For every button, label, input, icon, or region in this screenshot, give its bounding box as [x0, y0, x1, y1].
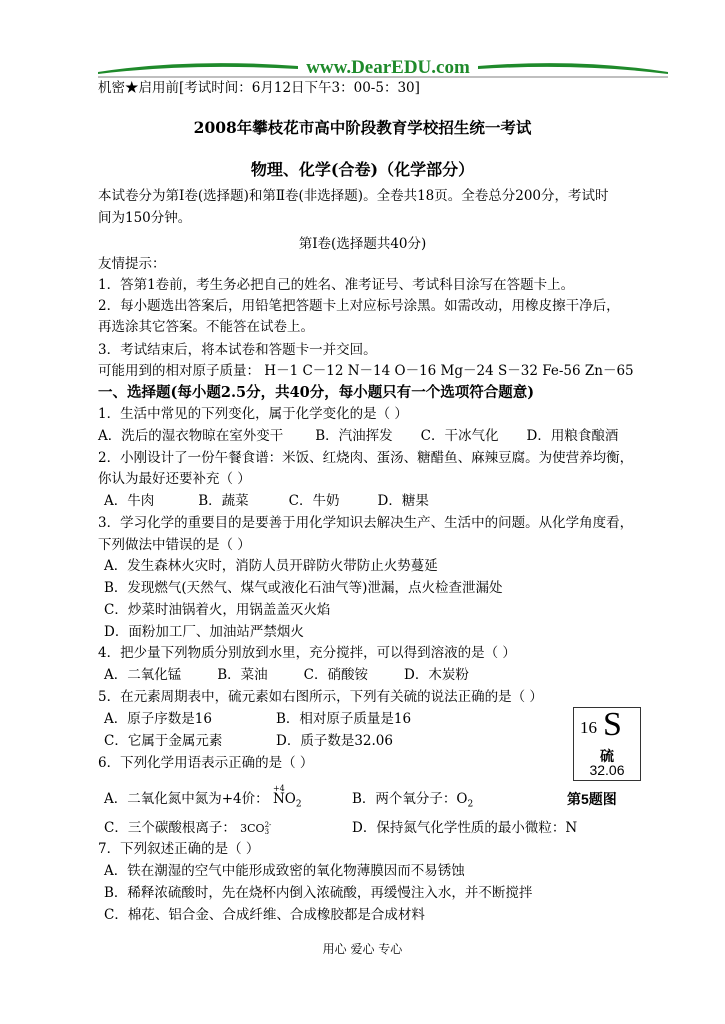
q6-option-a: A．二氧化氮中氮为+4价： +4 $NO_2$ [104, 784, 302, 810]
q5-option-c: C．它属于金属元素 [104, 733, 223, 749]
site-logo: www.DearEDU.com [306, 57, 470, 78]
q6-stem: 6．下列化学用语表示正确的是（ ） [98, 755, 314, 771]
q6-options-row1 [104, 784, 474, 815]
q1-stem: 1．生活中常见的下列变化，属于化学变化的是（ ） [98, 406, 408, 422]
site-banner [98, 50, 668, 80]
sulfur-element-card [573, 707, 641, 781]
q2-option-c: C．牛奶 [288, 493, 340, 509]
q6-options-row2 [104, 818, 577, 839]
q3-option-d: D．面粉加工厂、加油站严禁烟火 [104, 624, 304, 640]
q2-stem-2: 你认为最好还要补充（ ） [98, 471, 251, 487]
q3-option-a: A．发生森林火灾时，消防人员开辟防火带防止火势蔓延 [104, 558, 438, 574]
intro-line-1: 本试卷分为第Ⅰ卷(选择题)和第Ⅱ卷(非选择题)。全卷共18页。全卷总分200分，考试时 [98, 188, 609, 204]
tip-2: 2．每小题选出答案后，用铅笔把答题卡上对应标号涂黑。如需改动，用橡皮擦干净后， [98, 298, 620, 314]
banner-swoosh-right [478, 63, 668, 74]
page-footer: 用心 爱心 专心 [322, 942, 403, 956]
q7-option-a: A．铁在潮湿的空气中能形成致密的氧化物薄膜因而不易锈蚀 [104, 863, 465, 879]
element-symbol: S [603, 706, 622, 743]
q5-options-row1 [104, 709, 411, 729]
section-heading: 第Ⅰ卷(选择题共40分) [298, 236, 427, 252]
q6-option-b: B．两个氧分子：$O_2$ [352, 791, 474, 810]
q2-option-d: D．糖果 [377, 493, 429, 509]
carbonate-formula: 3CO 2- 3 [240, 821, 272, 836]
q5-option-a: A．原子序数是16 [104, 711, 212, 727]
nitrogen-dioxide-formula: +4 $NO_2$ [272, 784, 302, 810]
q3-stem-2: 下列做法中错误的是（ ） [98, 537, 251, 553]
q4-option-c: C．硝酸铵 [303, 667, 369, 683]
element-name: 硫 [600, 749, 614, 765]
q2-options [104, 491, 429, 511]
q2-option-a: A．牛肉 [104, 493, 155, 509]
q1-options [98, 426, 618, 446]
page-title: 2008年攀枝花市高中阶段教育学校招生统一考试 [193, 118, 532, 137]
q3-option-c: C．炒菜时油锅着火，用锅盖盖灭火焰 [104, 602, 331, 618]
confidential-note: 机密★启用前[考试时间：6月12日下午3：00-5：30] [98, 80, 420, 96]
q1-option-d: D．用粮食酿酒 [526, 428, 619, 444]
tips-label: 友情提示： [98, 256, 166, 272]
figure-caption: 第5题图 [567, 791, 617, 807]
element-number: 16 [580, 718, 597, 737]
q3-stem-1: 3．学习化学的重要目的是要善于用化学知识去解决生产、生活中的问题。从化学角度看， [98, 515, 634, 531]
q4-option-d: D．木炭粉 [404, 667, 469, 683]
q2-stem-1: 2．小刚设计了一份午餐食谱：米饭、红烧肉、蛋汤、糖醋鱼、麻辣豆腐。为使营养均衡， [98, 450, 634, 466]
q4-stem: 4．把少量下列物质分别放到水里，充分搅拌，可以得到溶液的是（ ） [98, 645, 516, 661]
q5-option-b: B．相对原子质量是16 [276, 711, 412, 727]
q5-stem: 5．在元素周期表中，硫元素如右图所示，下列有关硫的说法正确的是（ ） [98, 689, 543, 705]
q5-options-row2 [104, 731, 393, 751]
page-subtitle: 物理、化学(合卷)（化学部分） [250, 160, 475, 179]
tip-2-cont: 再选涂其它答案。不能答在试卷上。 [98, 319, 314, 335]
element-mass: 32.06 [589, 762, 625, 778]
q6-option-d: D．保持氮气化学性质的最小微粒：N [352, 820, 578, 836]
tip-3: 3．考试结束后，将本试卷和答题卡一并交回。 [98, 342, 377, 358]
q5-option-d: D．质子数是32.06 [276, 733, 393, 749]
q4-option-b: B．菜油 [217, 667, 268, 683]
q6-option-c: C．三个碳酸根离子： 3CO 2- 3 [104, 820, 272, 836]
intro-line-2: 间为150分钟。 [98, 210, 192, 226]
q3-option-b: B．发现燃气(天然气、煤气或液化石油气等)泄漏，点火检查泄漏处 [104, 580, 503, 596]
atomic-masses: 可能用到的相对原子质量： H－1 C－12 N－14 O－16 Mg－24 S－32 Fe-56 Zn－65 [98, 363, 634, 379]
tip-1: 1．答第1卷前，考生务必把自己的姓名、准考证号、考试科目涂写在答题卡上。 [98, 277, 575, 293]
part-heading: 一、选择题(每小题2.5分，共40分，每小题只有一个选项符合题意) [98, 384, 535, 401]
q4-options [104, 665, 469, 685]
q7-option-b: B．稀释浓硫酸时，先在烧杯内倒入浓硫酸，再缓慢注入水，并不断搅拌 [104, 885, 533, 901]
q2-option-b: B．蔬菜 [198, 493, 249, 509]
q7-stem: 7．下列叙述正确的是（ ） [98, 841, 260, 857]
q1-option-a: A．洗后的湿衣物晾在室外变干 [98, 428, 284, 444]
q7-option-c: C．棉花、铝合金、合成纤维、合成橡胶都是合成材料 [104, 907, 425, 923]
banner-swoosh-left [98, 63, 298, 74]
q1-option-c: C．干冰气化 [420, 428, 499, 444]
q1-option-b: B．汽油挥发 [315, 428, 393, 444]
q4-option-a: A．二氧化锰 [104, 667, 182, 683]
